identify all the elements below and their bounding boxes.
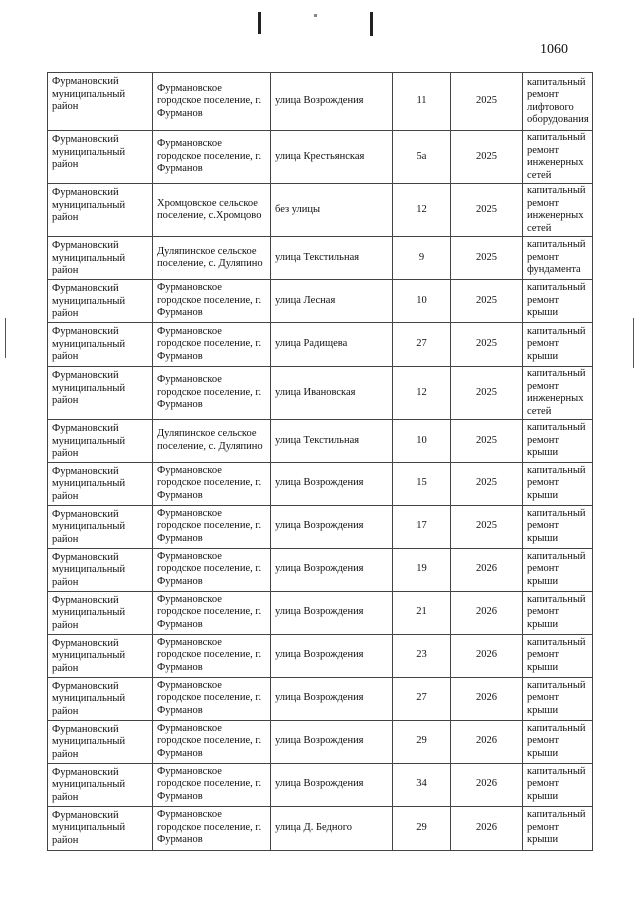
street-cell: улица Лесная: [271, 280, 393, 323]
settlement-cell: Фурмановское городское поселение, г. Фурманов: [153, 806, 271, 850]
table-row: [48, 237, 593, 280]
table-row: [48, 184, 593, 237]
repair-schedule-table: [47, 72, 593, 851]
house-number-cell: 10: [393, 280, 451, 323]
scan-mark: [314, 14, 317, 17]
work-type-cell: капитальный ремонт фундамента: [523, 237, 593, 280]
house-number-cell: 34: [393, 763, 451, 806]
year-cell: 2025: [451, 237, 523, 280]
table-row: [48, 323, 593, 367]
table-row: [48, 634, 593, 677]
work-type-cell: капитальный ремонт лифтового оборудования: [523, 73, 593, 131]
house-number-cell: 11: [393, 73, 451, 131]
work-type-cell: капитальный ремонт крыши: [523, 720, 593, 763]
year-cell: 2025: [451, 131, 523, 184]
street-cell: улица Радищева: [271, 323, 393, 367]
street-cell: улица Возрождения: [271, 73, 393, 131]
work-type-cell: капитальный ремонт инженерных сетей: [523, 131, 593, 184]
settlement-cell: Фурмановское городское поселение, г. Фурманов: [153, 720, 271, 763]
table-row: [48, 591, 593, 634]
settlement-cell: Хромцовское сельское поселение, с.Хромцово: [153, 184, 271, 237]
settlement-cell: Дуляпинское сельское поселение, с. Дуляпино: [153, 237, 271, 280]
year-cell: 2026: [451, 763, 523, 806]
scan-mark: [370, 12, 373, 36]
year-cell: 2025: [451, 505, 523, 548]
table-row: [48, 280, 593, 323]
district-cell: Фурмановский муниципальный район: [48, 634, 153, 677]
house-number-cell: 21: [393, 591, 451, 634]
work-type-cell: капитальный ремонт крыши: [523, 548, 593, 591]
settlement-cell: Фурмановское городское поселение, г. Фурманов: [153, 323, 271, 367]
table-row: [48, 548, 593, 591]
street-cell: улица Возрождения: [271, 634, 393, 677]
year-cell: 2025: [451, 184, 523, 237]
house-number-cell: 5а: [393, 131, 451, 184]
street-cell: улица Ивановская: [271, 367, 393, 420]
table-row: [48, 505, 593, 548]
work-type-cell: капитальный ремонт крыши: [523, 462, 593, 505]
scan-mark: [258, 12, 261, 34]
table-row: [48, 73, 593, 131]
work-type-cell: капитальный ремонт инженерных сетей: [523, 184, 593, 237]
year-cell: 2026: [451, 677, 523, 720]
house-number-cell: 27: [393, 323, 451, 367]
street-cell: без улицы: [271, 184, 393, 237]
table-row: [48, 131, 593, 184]
settlement-cell: Фурмановское городское поселение, г. Фурманов: [153, 591, 271, 634]
street-cell: улица Возрождения: [271, 720, 393, 763]
district-cell: Фурмановский муниципальный район: [48, 280, 153, 323]
street-cell: улица Возрождения: [271, 505, 393, 548]
district-cell: Фурмановский муниципальный район: [48, 806, 153, 850]
district-cell: Фурмановский муниципальный район: [48, 591, 153, 634]
table-row: [48, 720, 593, 763]
house-number-cell: 19: [393, 548, 451, 591]
district-cell: Фурмановский муниципальный район: [48, 131, 153, 184]
year-cell: 2026: [451, 548, 523, 591]
year-cell: 2026: [451, 591, 523, 634]
street-cell: улица Возрождения: [271, 591, 393, 634]
scan-mark: [5, 318, 6, 358]
district-cell: Фурмановский муниципальный район: [48, 763, 153, 806]
street-cell: улица Д. Бедного: [271, 806, 393, 850]
work-type-cell: капитальный ремонт крыши: [523, 677, 593, 720]
year-cell: 2025: [451, 73, 523, 131]
street-cell: улица Возрождения: [271, 677, 393, 720]
house-number-cell: 15: [393, 462, 451, 505]
settlement-cell: Фурмановское городское поселение, г. Фурманов: [153, 462, 271, 505]
district-cell: Фурмановский муниципальный район: [48, 505, 153, 548]
house-number-cell: 27: [393, 677, 451, 720]
work-type-cell: капитальный ремонт крыши: [523, 806, 593, 850]
year-cell: 2025: [451, 367, 523, 420]
house-number-cell: 29: [393, 806, 451, 850]
district-cell: Фурмановский муниципальный район: [48, 462, 153, 505]
settlement-cell: Фурмановское городское поселение, г. Фурманов: [153, 763, 271, 806]
work-type-cell: капитальный ремонт крыши: [523, 280, 593, 323]
settlement-cell: Фурмановское городское поселение, г. Фурманов: [153, 505, 271, 548]
house-number-cell: 12: [393, 184, 451, 237]
settlement-cell: Фурмановское городское поселение, г. Фурманов: [153, 367, 271, 420]
district-cell: Фурмановский муниципальный район: [48, 237, 153, 280]
district-cell: Фурмановский муниципальный район: [48, 548, 153, 591]
house-number-cell: 23: [393, 634, 451, 677]
district-cell: Фурмановский муниципальный район: [48, 184, 153, 237]
work-type-cell: капитальный ремонт крыши: [523, 763, 593, 806]
year-cell: 2025: [451, 420, 523, 463]
district-cell: Фурмановский муниципальный район: [48, 367, 153, 420]
house-number-cell: 10: [393, 420, 451, 463]
work-type-cell: капитальный ремонт крыши: [523, 634, 593, 677]
scan-mark: [633, 318, 634, 368]
work-type-cell: капитальный ремонт крыши: [523, 420, 593, 463]
settlement-cell: Фурмановское городское поселение, г. Фурманов: [153, 677, 271, 720]
year-cell: 2026: [451, 720, 523, 763]
work-type-cell: капитальный ремонт крыши: [523, 505, 593, 548]
district-cell: Фурмановский муниципальный район: [48, 420, 153, 463]
settlement-cell: Дуляпинское сельское поселение, с. Дуляпино: [153, 420, 271, 463]
street-cell: улица Возрождения: [271, 763, 393, 806]
work-type-cell: капитальный ремонт крыши: [523, 323, 593, 367]
year-cell: 2025: [451, 280, 523, 323]
district-cell: Фурмановский муниципальный район: [48, 720, 153, 763]
table-row: [48, 462, 593, 505]
table-row: [48, 420, 593, 463]
street-cell: улица Крестьянская: [271, 131, 393, 184]
settlement-cell: Фурмановское городское поселение, г. Фурманов: [153, 634, 271, 677]
year-cell: 2026: [451, 806, 523, 850]
settlement-cell: Фурмановское городское поселение, г. Фурманов: [153, 73, 271, 131]
street-cell: улица Текстильная: [271, 420, 393, 463]
street-cell: улица Возрождения: [271, 548, 393, 591]
district-cell: Фурмановский муниципальный район: [48, 677, 153, 720]
work-type-cell: капитальный ремонт крыши: [523, 591, 593, 634]
district-cell: Фурмановский муниципальный район: [48, 73, 153, 131]
district-cell: Фурмановский муниципальный район: [48, 323, 153, 367]
settlement-cell: Фурмановское городское поселение, г. Фурманов: [153, 548, 271, 591]
year-cell: 2025: [451, 323, 523, 367]
table-row: [48, 806, 593, 850]
settlement-cell: Фурмановское городское поселение, г. Фурманов: [153, 131, 271, 184]
table-row: [48, 367, 593, 420]
year-cell: 2025: [451, 462, 523, 505]
street-cell: улица Текстильная: [271, 237, 393, 280]
house-number-cell: 17: [393, 505, 451, 548]
table-row: [48, 677, 593, 720]
house-number-cell: 9: [393, 237, 451, 280]
street-cell: улица Возрождения: [271, 462, 393, 505]
work-type-cell: капитальный ремонт инженерных сетей: [523, 367, 593, 420]
settlement-cell: Фурмановское городское поселение, г. Фурманов: [153, 280, 271, 323]
house-number-cell: 12: [393, 367, 451, 420]
house-number-cell: 29: [393, 720, 451, 763]
table-row: [48, 763, 593, 806]
page-number: 1060: [540, 42, 568, 57]
year-cell: 2026: [451, 634, 523, 677]
